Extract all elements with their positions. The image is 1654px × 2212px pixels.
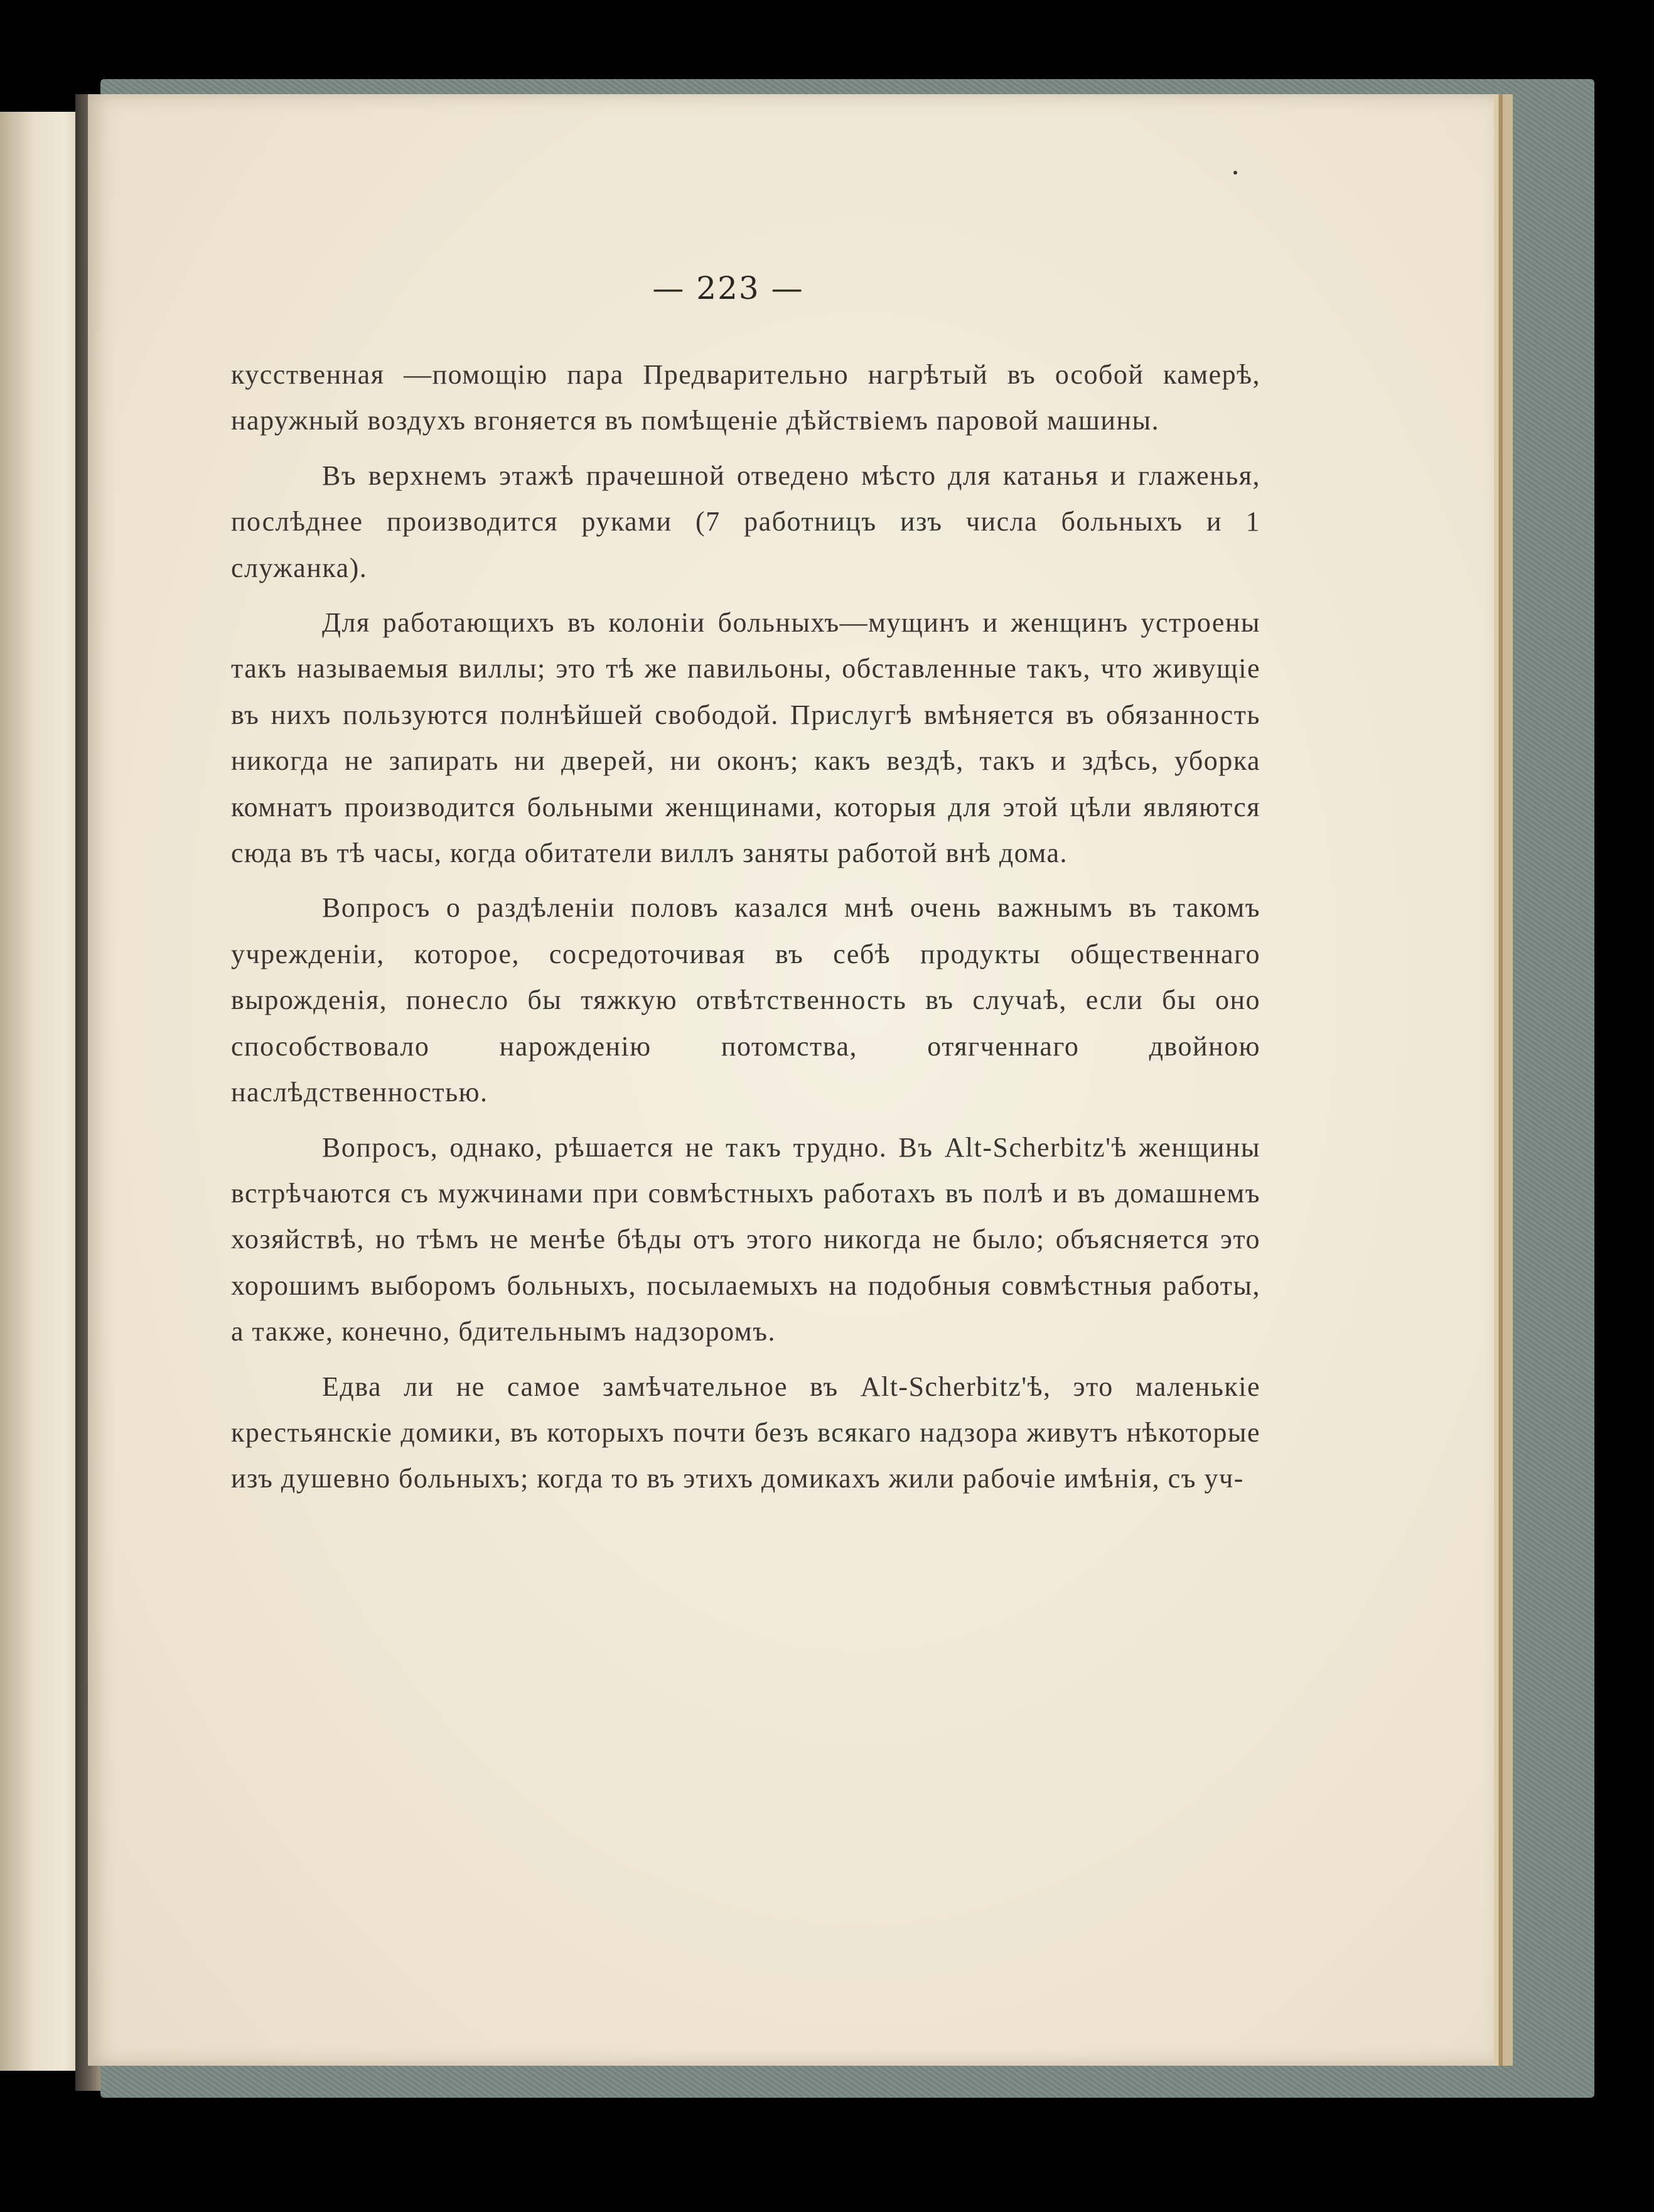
paragraph: Вопросъ, однако, рѣшается не такъ трудно. Въ Alt-Scherbitz'ѣ женщины встрѣчаются съ мужчинами при совмѣстныхъ работахъ въ полѣ и въ домашнемъ хозяйствѣ, но тѣмъ не менѣе бѣды отъ этого никогда не было; объясняется это хорошимъ выборомъ больныхъ, посылаемыхъ на подобныя совмѣстныя работы, а также, конечно, бдительнымъ надзоромъ. [231, 1131, 1260, 1347]
paragraph: Для работающихъ въ колоніи больныхъ—мущинъ и женщинъ устроены такъ называемыя виллы; это тѣ же павильоны, обставленные такъ, что живущіе въ нихъ пользуются полнѣйшей свободой. Прислугѣ вмѣняется въ обязанность никогда не запирать ни дверей, ни оконъ; какъ вездѣ, такъ и здѣсь, уборка комнатъ производится больными женщинами, которыя для этой цѣли являются сюда въ тѣ часы, когда обитатели виллъ заняты работой внѣ дома. [231, 607, 1260, 869]
paragraph: Вопросъ о раздѣленіи половъ казался мнѣ очень важнымъ въ такомъ учрежденіи, которое, сосредоточивая въ себѣ продукты общественнаго вырожденія, понесло бы тяжкую отвѣтственность въ случаѣ, если бы оно способствовало нарожденію потомства, отягченнаго двойною наслѣдственностью. [231, 892, 1260, 1108]
body-text [231, 352, 1260, 1511]
paragraph: Едва ли не самое замѣчательное въ Alt-Scherbitz'ѣ, это маленькіе крестьянскіе домики, въ которыхъ почти безъ всякаго надзора живутъ нѣкоторые изъ душевно больныхъ; когда то въ этихъ домикахъ жили рабочіе имѣнія, съ уч- [231, 1371, 1260, 1494]
page-number: — 223 — [652, 270, 804, 306]
previous-page-edge [0, 112, 85, 2071]
speck [1233, 171, 1237, 175]
paragraph: кусственная —помощію пара Предварительно нагрѣтый въ особой камерѣ, наружный воздухъ вгоняется въ помѣщеніе дѣйствіемъ паровой машины. [231, 359, 1260, 436]
paragraph: Въ верхнемъ этажѣ прачешной отведено мѣсто для катанья и глаженья, послѣднее производится руками (7 работницъ изъ числа больныхъ и 1 служанка). [231, 460, 1260, 583]
